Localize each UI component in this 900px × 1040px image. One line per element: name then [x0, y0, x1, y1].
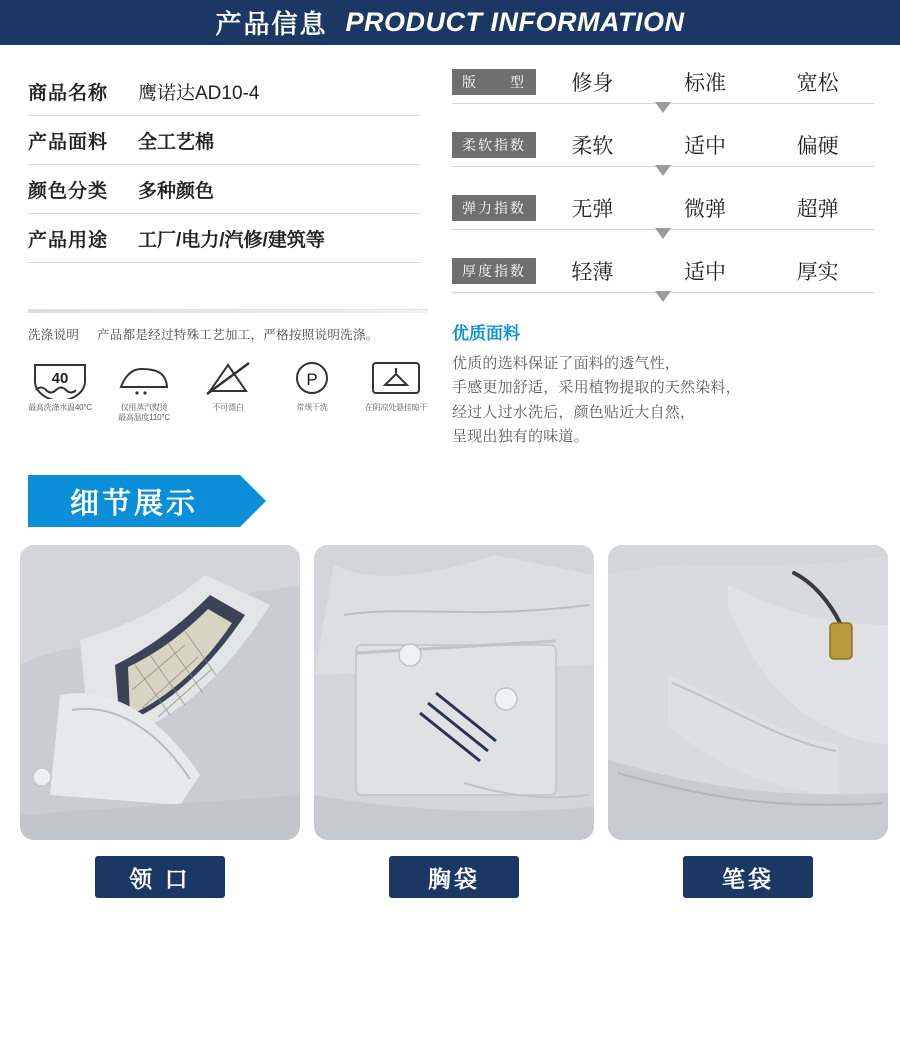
gauge-option: 微弹	[684, 198, 726, 221]
page-title-en: PRODUCT INFORMATION	[345, 7, 685, 37]
spec-row	[28, 116, 420, 165]
gauge-option: 轻薄	[571, 261, 614, 284]
page-title-cn: 产品信息	[215, 9, 328, 39]
photo-caption: 领 口	[95, 856, 225, 898]
gauge-options	[536, 256, 874, 286]
gauge-option: 偏硬	[796, 135, 839, 158]
gauge-option: 柔软	[571, 135, 614, 158]
fabric-line: 优质的选料保证了面料的透气性，	[452, 355, 681, 372]
fabric-description	[452, 319, 874, 449]
spec-value: 鹰诺达AD10-4	[138, 82, 260, 104]
specs-column	[0, 45, 440, 449]
pen-pocket-photo	[608, 545, 888, 840]
gauge-softness	[452, 130, 874, 167]
wash-icon-item	[28, 357, 92, 413]
fabric-line: 经过人过水洗后，颜色贴近大自然，	[452, 403, 696, 421]
wash-icon-caption: 常规干洗	[296, 403, 328, 412]
fabric-line: 手感更加舒适，采用植物提取的天然染料，	[452, 379, 741, 397]
iron-icon	[112, 357, 176, 399]
gauge-track	[452, 166, 874, 167]
collar-photo	[20, 545, 300, 840]
wash-icon-caption: 仅用蒸汽熨烫 最高温度110°C	[118, 403, 170, 422]
spec-value: 多种颜色	[138, 180, 215, 202]
page-header	[0, 0, 900, 45]
spec-row	[28, 165, 420, 214]
wash-icon-caption: 最高洗涤水温40°C	[28, 403, 92, 412]
gauge-marker-icon	[655, 102, 671, 113]
gauge-track	[452, 103, 874, 104]
no-bleach-icon	[196, 357, 260, 399]
gauge-row	[452, 256, 874, 286]
spec-label: 产品面料	[28, 131, 109, 153]
gauge-options	[536, 193, 874, 223]
gauge-option: 宽松	[796, 72, 839, 95]
dryclean-p-icon	[280, 357, 344, 399]
gauge-row	[452, 130, 874, 160]
photo-card	[20, 545, 300, 898]
wash-icon-caption: 不可漂白	[212, 403, 244, 412]
spec-label: 颜色分类	[28, 180, 109, 202]
gauge-tag: 柔软指数	[452, 132, 536, 158]
info-body	[0, 45, 900, 449]
gauge-options	[536, 67, 874, 97]
detail-section-banner	[28, 475, 240, 527]
fabric-line: 呈现出独有的味道。	[452, 427, 589, 445]
spec-value: 全工艺棉	[138, 131, 215, 153]
gauge-option: 厚实	[796, 261, 839, 284]
gauge-fit	[452, 67, 874, 104]
photo-caption: 胸袋	[389, 856, 519, 898]
fabric-title: 优质面料	[452, 324, 520, 343]
gauge-marker-icon	[655, 165, 671, 176]
gauge-elasticity	[452, 193, 874, 230]
gauge-tag: 厚度指数	[452, 258, 536, 284]
gauge-option: 超弹	[796, 198, 839, 221]
detail-banner-label: 细节展示	[69, 487, 198, 520]
wash-icon-list	[28, 357, 428, 423]
gauge-option: 无弹	[571, 198, 614, 221]
gauge-row	[452, 67, 874, 97]
spec-row	[28, 67, 420, 116]
photo-card	[314, 545, 594, 898]
wash-icon-item	[280, 357, 344, 413]
gauges-column	[440, 45, 900, 449]
photo-card	[608, 545, 888, 898]
gauge-options	[536, 130, 874, 160]
gauge-thickness	[452, 256, 874, 293]
wash-icon-item	[112, 357, 176, 423]
chest-pocket-photo	[314, 545, 594, 840]
svg-text:40: 40	[51, 370, 69, 387]
wash-icon-item	[364, 357, 428, 413]
wash-temp-icon	[28, 357, 92, 399]
gauge-row	[452, 193, 874, 223]
wash-icon-caption: 在阴凉处悬挂晾干	[364, 403, 428, 412]
wash-note-title: 洗涤说明	[28, 328, 80, 342]
divider	[28, 309, 428, 313]
wash-care-block	[28, 309, 428, 423]
spec-value: 工厂/电力/汽修/建筑等	[138, 229, 325, 251]
gauge-tag: 弹力指数	[452, 195, 536, 221]
gauge-option: 标准	[684, 72, 726, 95]
photo-caption: 笔袋	[683, 856, 813, 898]
wash-note-text: 产品都是经过特殊工艺加工，严格按照说明洗涤。	[96, 328, 379, 342]
spec-label: 产品用途	[28, 229, 109, 251]
spec-label: 商品名称	[28, 82, 109, 104]
spec-row	[28, 214, 420, 263]
gauge-option: 适中	[684, 135, 726, 158]
gauge-marker-icon	[655, 291, 671, 302]
gauge-marker-icon	[655, 228, 671, 239]
gauge-option: 适中	[684, 261, 726, 284]
gauge-track	[452, 229, 874, 230]
wash-note	[28, 325, 428, 343]
svg-text:P: P	[306, 370, 318, 389]
detail-photo-gallery	[0, 527, 900, 898]
line-dry-icon	[364, 357, 428, 399]
gauge-track	[452, 292, 874, 293]
gauge-tag: 版 型	[452, 69, 536, 95]
gauge-option: 修身	[571, 72, 614, 95]
wash-icon-item	[196, 357, 260, 413]
